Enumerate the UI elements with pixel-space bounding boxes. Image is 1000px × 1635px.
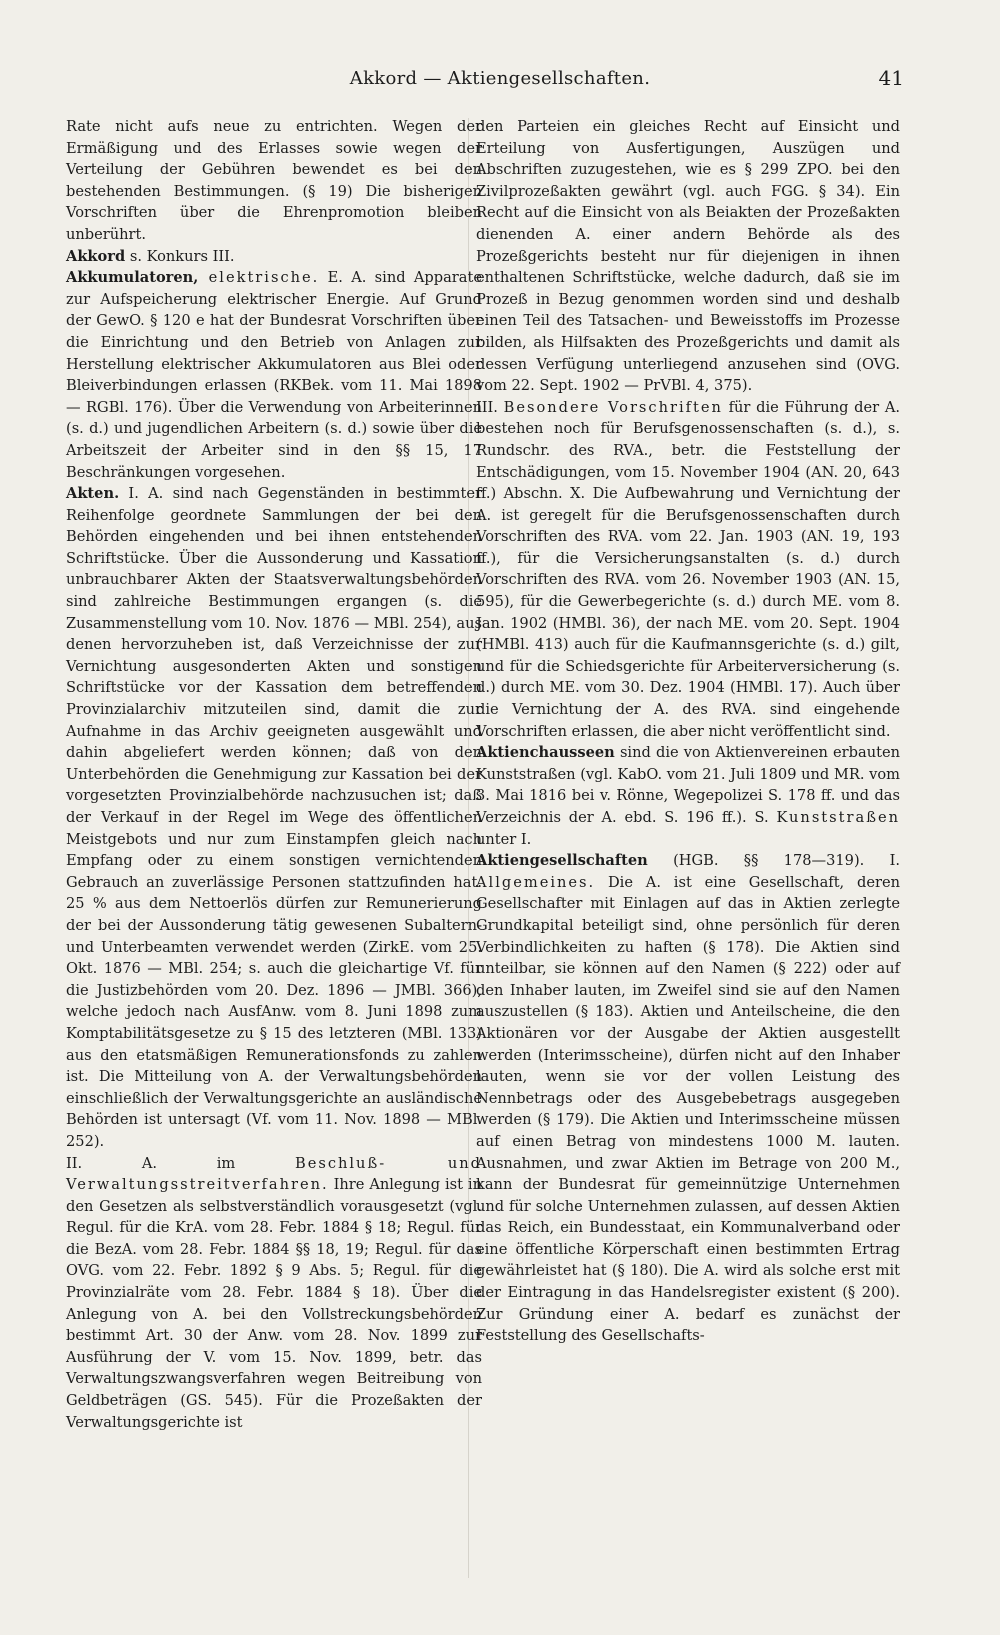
entry-text: E. A. sind Apparate zur Aufspeicherung elektrischer Energie. Auf Grund der GewO. § 120 e hat der Bundesrat Vorschriften über die Einrichtung und den Betrieb von Anlagen zur Herstellung elektrischer Akkumulatoren aus Blei oder Bleiverbindungen erlassen (RKBek. vom 11. Mai 1898 — RGBl. 176). Über die Verwendung von Arbeiterinnen (s. d.) und jugendlichen Arbeitern (s. d.) sowie über die Arbeitszeit der Arbeiter sind in den §§ 15, 17 Beschränkungen vorgesehen. [66,269,482,481]
entry-akkord [66,246,482,268]
entry-text-tail: unter I. [476,830,532,848]
section-subheading: Allgemeines. [476,873,596,891]
paragraph-text-tail: Ihre Anlegung ist in den Gesetzen als selbstverständlich vorausgesetzt (vgl. Regul. für die KrA. vom 28. Febr. 1884 § 18; Regul. für die BezA. vom 28. Febr. 1884 §§ 18, 19; Regul. für das OVG. vom 22. Febr. 1892 § 9 Abs. 5; Regul. für die Provinzialräte vom 28. Febr. 1884 § 18). Über die Anlegung von A. bei den Vollstreckungsbehörden bestimmt Art. 30 der Anw. vom 28. Nov. 1899 zur Ausführung der V. vom 15. Nov. 1899, betr. das Verwaltungszwangsverfahren wegen Beitreibung von Geldbeträgen (GS. 545). Für die Prozeßakten der Verwaltungsgerichte ist [66,1176,482,1431]
entry-text: I. A. sind nach Gegenständen in bestimmter Reihenfolge geordnete Sammlungen der bei den Behörden eingehenden und bei ihnen entstehenden Schriftstücke. Über die Aussonderung und Kassation unbrauchbarer Akten der Staatsverwaltungsbehörden sind zahlreiche Bestimmungen ergangen (s. die Zusammenstellung vom 10. Nov. 1876 — MBl. 254), aus denen hervorzuheben ist, daß Verzeichnisse der zur Vernichtung ausgesonderten Akten und sonstigen Schriftstücke vor der Kassation dem betreffenden Provinzialarchiv mitzuteilen sind, damit die zur Aufnahme in das Archiv geeigneten ausgewählt und dahin abgeliefert werden können; daß von den Unterbehörden die Genehmigung zur Kassation bei der vorgesetzten Provinzialbehörde nachzusuchen ist; daß der Verkauf in der Regel im Wege des öffentlichen Meistgebots und nur zum Einstampfen gleich nach Empfang oder zu einem sonstigen vernichtenden Gebrauch an zuverlässige Personen stattzufinden hat. 25 % aus dem Nettoerlös dürfen zur Remunerierung der bei der Aussonderung tätig gewesenen Subaltern- und Unterbeamten verwendet werden (ZirkE. vom 25. Okt. 1876 — MBl. 254; s. auch die gleichartige Vf. für die Justizbehörden vom 20. Dez. 1896 — JMBl. 366), welche jedoch nach AusfAnw. vom 8. Juni 1898 zum Komptabilitätsgesetze zu § 15 des letzteren (MBl. 133) aus den etatsmäßigen Remunerationsfonds zu zahlen ist. Die Mitteilung von A. der Verwaltungsbehörden einschließlich der Verwaltungsgerichte an ausländische Behörden ist untersagt (Vf. vom 11. Nov. 1898 — MBl. 252). [66,485,482,1150]
paragraph-akten-ii [66,1153,482,1434]
paragraph-text: II. A. im [66,1154,295,1172]
paragraph-text-tail: für die Führung der A. bestehen noch für Berufsgenossenschaften (s. d.), s. Rundschr. des RVA., betr. die Feststellung der Entschädigungen, vom 15. November 1904 (AN. 20, 643 ff.) Abschn. X. Die Aufbewahrung und Vernichtung der A. ist geregelt für die Berufsgenossenschaften durch Vorschriften des RVA. vom 22. Jan. 1903 (AN. 19, 193 ff.), für die Versicherungsanstalten (s. d.) durch Vorschriften des RVA. vom 26. November 1903 (AN. 15, 595), für die Gewerbegerichte (s. d.) durch ME. vom 8. Jan. 1902 (HMBl. 36), der nach ME. vom 20. Sept. 1904 (HMBl. 413) auch für die Kaufmannsgerichte (s. d.) gilt, und für die Schiedsgerichte für Arbeiterversicherung (s. d.) durch ME. vom 30. Dez. 1904 (HMBl. 17). Auch über die Vernichtung der A. des RVA. sind eingehende Vorschriften erlassen, die aber nicht veröffentlicht sind. [476,398,901,740]
running-head: Akkord — Aktiengesellschaften. [349,68,651,89]
paragraph [66,116,482,246]
entry-headword: Akkumulatoren, [66,269,199,287]
section-subheading: Besondere Vorschriften [503,398,723,416]
right-column [476,116,900,1347]
entry-text: (HGB. §§ 178—319). I. [647,852,900,870]
entry-aktiengesellschaften [476,850,900,1347]
paragraph-text: den Parteien ein gleiches Recht auf Einsicht und Erteilung von Ausfertigungen, Auszügen und Abschriften zuzugestehen, wie es § 299 ZPO. bei den Zivilprozeßakten gewährt (vgl. auch FGG. § 34). Ein Recht auf die Einsicht von als Beiakten der Prozeßakten dienenden A. einer andern Behörde als des Prozeßgerichts besteht nur für diejenigen in ihnen enthaltenen Schriftstücke, welche dadurch, daß sie im Prozeß in Bezug genommen worden sind und deshalb einen Teil des Tatsachen- und Beweisstoffs im Prozesse bilden, als Hilfsakten des Prozeßgerichts und damit als dessen Verfügung unterliegend anzusehen sind (OVG. vom 22. Sept. 1902 — PrVBl. 4, 375). [476,118,900,395]
entry-text: s. Konkurs III. [125,247,235,265]
page-number: 41 [878,66,904,90]
entry-subheading: elektrische. [198,269,320,287]
cross-reference: Kunststraßen [776,809,900,826]
paragraph-text: Rate nicht aufs neue zu entrichten. Wegen der Ermäßigung und des Erlasses sowie wegen der Verteilung der Gebühren bewendet es bei den bestehenden Bestimmungen. (§ 19) Die bisherigen Vorschriften über die Ehrenpromotion bleiben unberührt. [66,118,482,243]
paragraph [476,116,900,397]
section-subheading: Beschluß- und Verwaltungsstreitverfahren. [66,1154,482,1194]
entry-headword: Aktienchausseen [476,744,615,762]
entry-headword: Akten. [66,485,120,503]
left-column [66,116,482,1433]
entry-akkumulatoren [66,267,482,483]
paragraph-akten-iii [476,397,900,743]
entry-headword: Akkord [66,247,126,265]
entry-headword: Aktiengesellschaften [476,852,648,870]
entry-aktienchausseen [476,742,900,850]
entry-text-tail: Die A. ist eine Gesellschaft, deren Gesellschafter mit Einlagen auf das in Aktien zerlegte Grundkapital beteiligt sind, ohne persönlich für deren Verbindlichkeiten zu haften (§ 178). Die Aktien sind unteilbar, sie können auf den Namen (§ 222) oder auf den Inhaber lauten, im Zweifel sind sie auf den Namen auszustellen (§ 183). Aktien und Anteilscheine, die den Aktionären vor der Ausgabe der Aktien ausgestellt werden (Interimsscheine), dürfen nicht auf den Inhaber lauten, wenn sie vor der vollen Leistung des Nennbetrags oder des Ausgebebetrags ausgegeben werden (§ 179). Die Aktien und Interimsscheine müssen auf einen Betrag von mindestens 1000 M. lauten. Ausnahmen, und zwar Aktien im Betrage von 200 M., kann der Bundesrat für gemeinnützige Unternehmen und für solche Unternehmen zulassen, auf dessen Aktien das Reich, ein Bundesstaat, ein Kommunalverband oder eine öffentliche Körperschaft einen bestimmten Ertrag gewährleistet hat (§ 180). Die A. wird als solche erst mit der Eintragung in das Handelsregister existent (§ 200). Zur Gründung einer A. bedarf es zunächst der Feststellung des Gesellschafts- [476,873,900,1345]
paragraph-text: III. [476,398,504,416]
entry-akten [66,483,482,1152]
entry-text: sind die von Aktienvereinen erbauten Kunststraßen (vgl. KabO. vom 21. Juli 1809 und MR. vom 3. Mai 1816 bei v. Rönne, Wegepolizei S. 178 ff. und das Verzeichnis der A. ebd. S. 196 ff.). S. [476,744,900,826]
